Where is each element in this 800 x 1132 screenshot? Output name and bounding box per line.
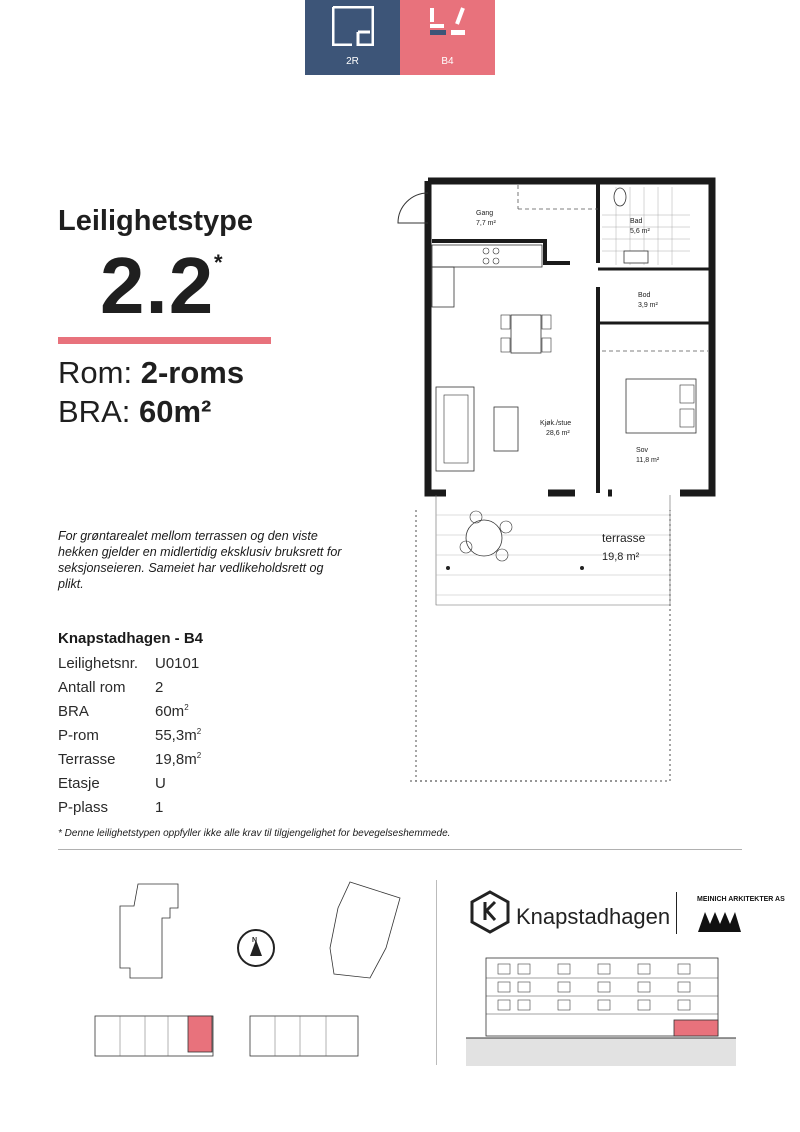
accessibility-footnote: * Denne leilighetstypen oppfyller ikke alle krav til tilgjengelighet for bevegelseshemmede. bbox=[58, 828, 451, 839]
spec-label: Antall rom bbox=[58, 679, 126, 696]
room-area: 7,7 m² bbox=[476, 220, 496, 227]
type-number: 2.2 bbox=[100, 241, 215, 330]
knapstadhagen-logo-icon bbox=[470, 890, 510, 934]
floorplan-icon bbox=[332, 6, 374, 46]
room-name: Bod bbox=[638, 292, 651, 299]
spec-label: Etasje bbox=[58, 775, 100, 792]
room-name: Sov bbox=[636, 447, 649, 454]
spec-label: Leilighetsnr. bbox=[58, 655, 139, 672]
tab-b4[interactable] bbox=[400, 0, 495, 75]
room-area: 5,6 m² bbox=[630, 228, 650, 235]
architect-logo-icon bbox=[697, 906, 742, 934]
tab-b4-label: B4 bbox=[441, 56, 454, 67]
rom-label: Rom: bbox=[58, 355, 133, 390]
site-plan bbox=[90, 878, 430, 1063]
compass-letter: N bbox=[252, 937, 258, 944]
tab-2r-label: 2R bbox=[346, 56, 359, 67]
spec-sup: 2 bbox=[196, 751, 202, 760]
bra-value: 60m² bbox=[138, 394, 212, 429]
brand-name: Knapstadhagen bbox=[516, 904, 671, 929]
spec-sup: 2 bbox=[184, 703, 189, 712]
spec-label: P-plass bbox=[58, 799, 109, 816]
room-area: 28,6 m² bbox=[546, 430, 570, 437]
brand-separator bbox=[676, 892, 677, 934]
floor-plan bbox=[380, 175, 720, 795]
spec-label: Terrasse bbox=[58, 751, 116, 768]
type-star: * bbox=[214, 250, 223, 275]
spec-sup: 2 bbox=[196, 727, 202, 736]
spec-label: P-rom bbox=[58, 727, 99, 744]
room-area: 11,8 m² bbox=[636, 457, 660, 464]
room-area: 3,9 m² bbox=[638, 302, 658, 309]
rom-value: 2-roms bbox=[140, 355, 245, 390]
spec-value: 60m bbox=[155, 703, 185, 720]
spec-value: 2 bbox=[155, 679, 164, 696]
vertical-divider bbox=[436, 880, 437, 1065]
terrace-area: 19,8 m² bbox=[602, 551, 640, 563]
spec-label: BRA bbox=[58, 703, 89, 720]
rom-line bbox=[58, 355, 244, 391]
type-heading: Leilighetstype bbox=[58, 205, 253, 237]
tab-2r[interactable] bbox=[305, 0, 400, 75]
bra-line bbox=[58, 394, 211, 430]
architect-name: MEINICH ARKITEKTER AS bbox=[697, 896, 785, 903]
spec-value: 19,8m bbox=[155, 751, 197, 768]
room-name: Gang bbox=[476, 210, 494, 217]
building-icon bbox=[427, 6, 469, 46]
building-elevation bbox=[458, 950, 744, 1068]
divider bbox=[58, 849, 742, 850]
spec-title: Knapstadhagen - B4 bbox=[58, 630, 204, 647]
room-name: Kjøk./stue bbox=[540, 420, 572, 427]
spec-value: U bbox=[155, 775, 166, 792]
room-name: Bad bbox=[630, 218, 643, 225]
spec-value: 55,3m bbox=[155, 727, 197, 744]
spec-value: 1 bbox=[155, 799, 164, 816]
accent-rule bbox=[58, 337, 271, 344]
bra-label: BRA: bbox=[58, 394, 131, 429]
terrace-name: terrasse bbox=[602, 531, 646, 545]
spec-value: U0101 bbox=[155, 655, 200, 672]
terrace-note: For grøntarealet mellom terrassen og den viste hekken gjelder en midlertidig eksklusiv bruksrett for seksjonseieren. Sameiet har vedlikeholdsrett og plikt. bbox=[58, 529, 342, 591]
